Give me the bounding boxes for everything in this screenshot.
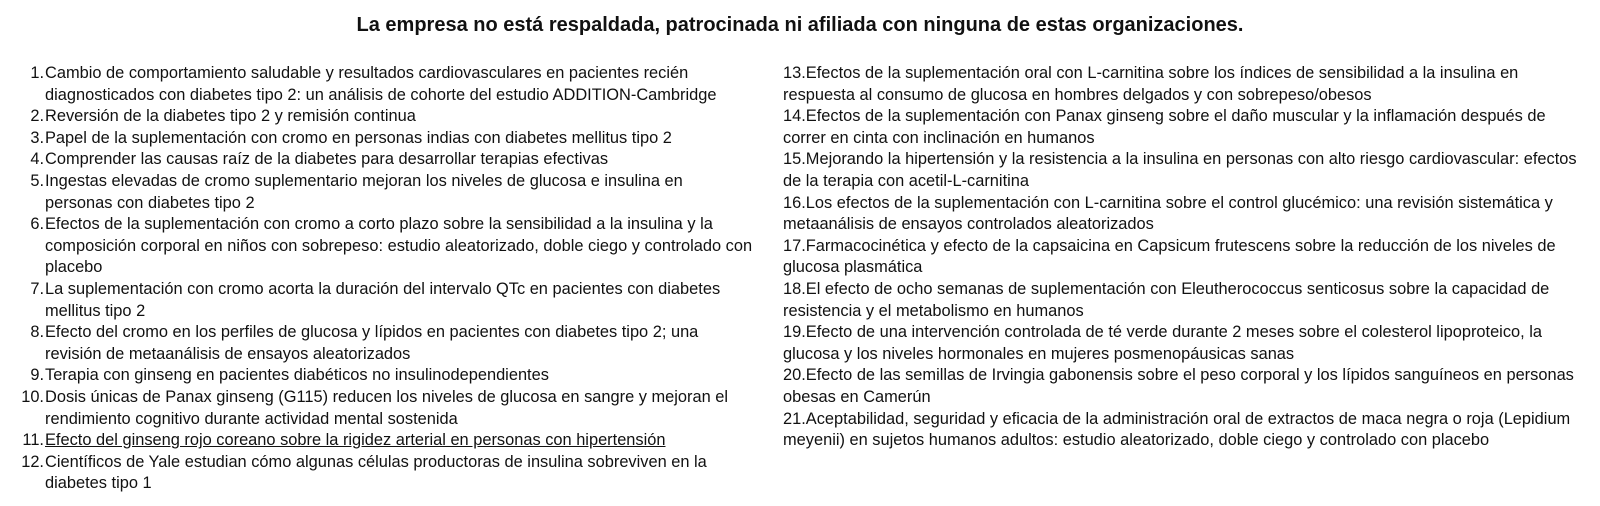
reference-item-17	[783, 236, 1581, 279]
disclaimer-heading: La empresa no está respaldada, patrocinada ni afiliada con ninguna de estas organizaciones.	[356, 14, 1244, 36]
reference-item-5	[14, 171, 754, 214]
reference-title: Mejorando la hipertensión y la resistencia a la insulina en personas con alto riesgo cardiovascular: efectos de la terapia con acetil-L-carnitina	[783, 150, 1577, 190]
reference-title: El efecto de ocho semanas de suplementación con Eleutherococcus senticosus sobre la capacidad de resistencia y el metabolismo en humanos	[783, 279, 1550, 320]
reference-item-8	[14, 322, 754, 365]
reference-number: 18.	[783, 279, 806, 298]
reference-item-6	[14, 214, 754, 279]
reference-item-10	[14, 387, 754, 430]
reference-title: Reversión de la diabetes tipo 2 y remisión continua	[45, 107, 416, 126]
reference-number: 21.	[783, 409, 806, 428]
reference-number: 14.	[783, 107, 806, 126]
reference-item-19	[783, 322, 1581, 365]
reference-number: 20.	[783, 366, 806, 385]
reference-title: Terapia con ginseng en pacientes diabéticos no insulinodependientes	[45, 366, 549, 385]
reference-number: 5.	[30, 171, 44, 190]
reference-number: 1.	[30, 64, 44, 82]
reference-title: Cambio de comportamiento saludable y resultados cardiovasculares en pacientes recién diagnosticados con diabetes tipo 2: un análisis de cohorte del estudio ADDITION-Cambridge	[45, 64, 717, 104]
reference-item-3	[14, 128, 754, 150]
reference-title: Efecto de las semillas de Irvingia gabonensis sobre el peso corporal y los lípidos sanguíneos en personas obesas en Camerún	[783, 366, 1574, 406]
reference-item-13	[783, 63, 1581, 106]
reference-number: 7.	[30, 279, 44, 298]
reference-title: Ingestas elevadas de cromo suplementario mejoran los niveles de glucosa e insulina en personas con diabetes tipo 2	[45, 171, 683, 212]
reference-title: Dosis únicas de Panax ginseng (G115) reducen los niveles de glucosa en sangre y mejoran el rendimiento cognitivo durante actividad mental sostenida	[45, 387, 729, 428]
reference-item-4	[14, 149, 754, 171]
reference-title: Los efectos de la suplementación con L-carnitina sobre el control glucémico: una revisión sistemática y metaanálisis de ensayos controlados aleatorizados	[783, 193, 1553, 234]
reference-item-16	[783, 193, 1581, 236]
reference-item-12	[14, 452, 754, 495]
reference-link[interactable]: Efecto del ginseng rojo coreano sobre la rigidez arterial en personas con hipertensión	[45, 431, 666, 450]
reference-title: Efectos de la suplementación con cromo a corto plazo sobre la sensibilidad a la insulina y la composición corporal en niños con sobrepeso: estudio aleatorizado, doble ciego y controlado con placebo	[45, 215, 753, 277]
reference-number: 4.	[30, 150, 44, 169]
reference-number: 9.	[30, 366, 44, 385]
reference-number: 2.	[30, 107, 44, 126]
reference-title: Aceptabilidad, seguridad y eficacia de la administración oral de extractos de maca negra o roja (Lepidium meyenii) en sujetos humanos adultos: estudio aleatorizado, doble ciego y controlado con placebo	[783, 409, 1571, 450]
reference-title: Papel de la suplementación con cromo en personas indias con diabetes mellitus tipo 2	[45, 128, 672, 147]
reference-item-15	[783, 149, 1581, 192]
reference-title: Farmacocinética y efecto de la capsaicina en Capsicum frutescens sobre la reducción de los niveles de glucosa plasmática	[783, 236, 1556, 277]
reference-number: 17.	[783, 236, 806, 255]
reference-number: 8.	[30, 323, 44, 342]
reference-title: La suplementación con cromo acorta la duración del intervalo QTc en pacientes con diabetes mellitus tipo 2	[45, 279, 721, 320]
reference-number: 12.	[21, 452, 44, 471]
reference-title: Efecto del cromo en los perfiles de glucosa y lípidos en pacientes con diabetes tipo 2; una revisión de metaanálisis de ensayos aleatorizados	[45, 323, 699, 363]
reference-item-18	[783, 279, 1581, 322]
reference-number: 10.	[21, 387, 44, 406]
reference-item-21	[783, 409, 1581, 452]
reference-number: 13.	[783, 64, 806, 82]
reference-item-14	[783, 106, 1581, 149]
reference-number: 3.	[30, 128, 44, 147]
reference-number: 16.	[783, 193, 806, 212]
reference-title: Comprender las causas raíz de la diabetes para desarrollar terapias efectivas	[45, 150, 609, 169]
reference-title: Efectos de la suplementación con Panax ginseng sobre el daño muscular y la inflamación después de correr en cinta con inclinación en humanos	[783, 107, 1546, 147]
reference-title: Efectos de la suplementación oral con L-carnitina sobre los índices de sensibilidad a la insulina en respuesta al consumo de glucosa en hombres delgados y con sobrepeso/obesos	[783, 64, 1519, 104]
references-list-right	[783, 63, 1581, 452]
reference-item-20	[783, 365, 1581, 408]
reference-item-7	[14, 279, 754, 322]
reference-number: 6.	[30, 215, 44, 234]
reference-number: 19.	[783, 323, 806, 342]
reference-item-9	[14, 365, 754, 387]
reference-title: Efecto de una intervención controlada de té verde durante 2 meses sobre el colesterol lipoproteico, la glucosa y los niveles hormonales en mujeres posmenopáusicas sanas	[783, 323, 1542, 363]
reference-title: Científicos de Yale estudian cómo algunas células productoras de insulina sobreviven en la diabetes tipo 1	[45, 452, 707, 493]
reference-item-11[interactable]	[14, 430, 754, 452]
reference-number: 11.	[22, 431, 44, 450]
reference-item-2	[14, 106, 754, 128]
reference-number: 15.	[783, 150, 806, 169]
references-list-left	[14, 63, 754, 495]
reference-item-1	[14, 63, 754, 106]
